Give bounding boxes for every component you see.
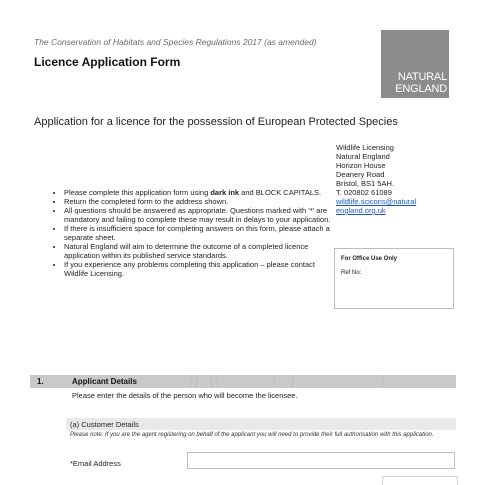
divider xyxy=(292,375,293,388)
instruction-item: • If you experience any problems completing this application – please contact Wildlife Licensing. xyxy=(64,260,334,278)
regulations-text: The Conservation of Habitats and Species Regulations 2017 (as amended) xyxy=(34,37,317,47)
phone-number: T. 020802 61089 xyxy=(336,188,392,197)
address-line: Bristol, BS1 5AH. xyxy=(336,179,394,188)
instruction-item: • Return the completed form to the address shown. xyxy=(64,197,334,206)
ref-no-label: Ref No: xyxy=(341,270,362,276)
address-line: Horizon House xyxy=(336,161,386,170)
section-header-applicant-details xyxy=(30,375,456,388)
divider xyxy=(274,375,275,388)
instructions-list xyxy=(50,188,334,278)
instruction-item xyxy=(64,188,334,197)
logo-line-2: ENGLAND xyxy=(395,83,447,95)
instruction-item: • All questions should be answered as appropriate. Questions marked with '*' are mandatory and failing to complete these may result in delays to your application. xyxy=(64,206,334,224)
logo-line-1: NATURAL xyxy=(397,71,447,83)
instruction-text: and BLOCK CAPITALS. xyxy=(239,188,322,197)
form-subtitle: Application for a licence for the possession of European Protected Species xyxy=(34,116,398,128)
address-line: Deanery Road xyxy=(336,170,385,179)
email-link-part-1: wildlife.scicons@natural xyxy=(336,197,417,206)
section-instruction: Please enter the details of the person who will become the licensee. xyxy=(72,391,298,400)
divider xyxy=(190,375,191,388)
email-link-part-2: england.org.uk xyxy=(336,206,386,215)
instruction-bold-text: dark ink xyxy=(210,188,240,197)
instruction-item: • Natural England will aim to determine the outcome of a completed licence application within its published service standards. xyxy=(64,242,334,260)
email-link[interactable] xyxy=(336,197,416,215)
section-title: Applicant Details xyxy=(72,377,137,386)
form-title: Licence Application Form xyxy=(34,55,181,69)
instruction-item: • If there is insufficient space for completing answers on this form, please attach a separate sheet. xyxy=(64,224,334,242)
email-address-label: *Email Address xyxy=(70,459,121,468)
next-field-box xyxy=(382,476,458,485)
email-address-input[interactable] xyxy=(187,452,455,469)
natural-england-logo xyxy=(381,30,449,98)
divider xyxy=(382,375,383,388)
divider xyxy=(196,375,197,388)
divider xyxy=(217,375,218,388)
instruction-text: Please complete this application form using xyxy=(64,188,211,197)
customer-details-title: (a) Customer Details xyxy=(70,420,139,429)
section-number: 1. xyxy=(37,377,44,386)
office-use-heading: For Office Use Only xyxy=(341,256,398,262)
address-line: Wildlife Licensing xyxy=(336,143,394,152)
divider xyxy=(211,375,212,388)
address-line: Natural England xyxy=(336,152,390,161)
address-block xyxy=(336,143,416,215)
office-use-box xyxy=(334,248,454,309)
agent-note: Please note: If you are the agent registering on behalf of the applicant you will need to provide their full authorisation with this application. xyxy=(70,432,434,438)
